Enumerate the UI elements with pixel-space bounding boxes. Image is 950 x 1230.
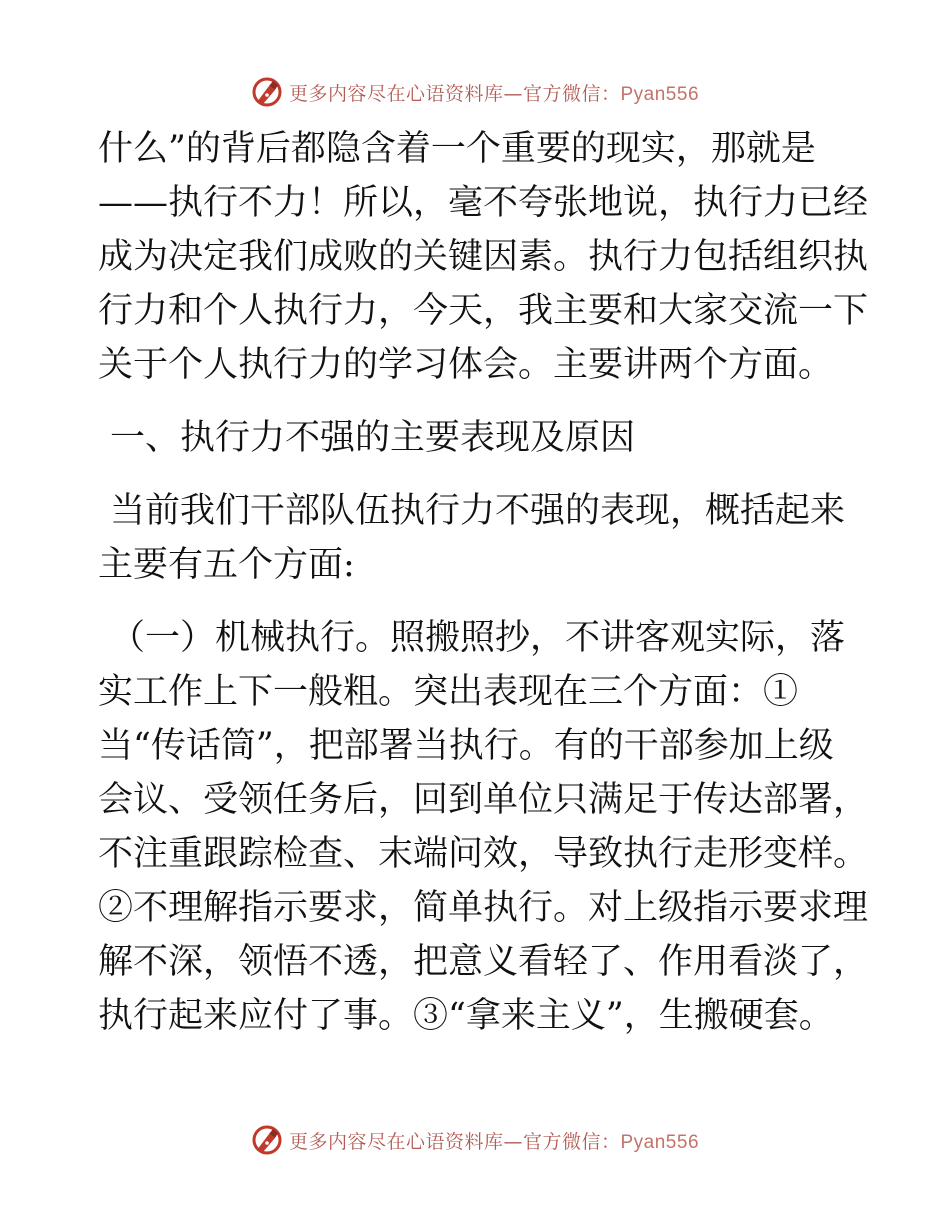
text-line: 实工作上下一般粗。突出表现在三个方面：① <box>98 672 799 712</box>
text-line: ——执行不力！所以，毫不夸张地说，执行力已经 <box>98 183 869 223</box>
footer-banner-label: 更多内容尽在心语资料库—官方微信： <box>288 1130 621 1153</box>
pen-nib-logo-icon <box>251 76 283 108</box>
section-heading: 一、执行力不强的主要表现及原因 <box>110 418 636 458</box>
text-line: 成为决定我们成败的关键因素。执行力包括组织执 <box>98 237 869 277</box>
text-line: 会议、受领任务后，回到单位只满足于传达部署， <box>98 780 869 820</box>
paragraph-gap <box>98 592 858 611</box>
document-body <box>98 122 869 1043</box>
text-line: 主要有五个方面: <box>98 545 355 585</box>
paragraph-gap <box>98 392 858 411</box>
text-line: 当前我们干部队伍执行力不强的表现，概括起来 <box>110 491 846 531</box>
text-line: 解不深，领悟不透，把意义看轻了、作用看淡了， <box>98 942 869 982</box>
header-banner <box>0 72 950 112</box>
text-line: 关于个人执行力的学习体会。主要讲两个方面。 <box>98 345 834 385</box>
footer-banner-text <box>289 1127 699 1154</box>
header-banner-text <box>289 79 699 106</box>
text-line: 执行起来应付了事。③“拿来主义”，生搬硬套。 <box>98 996 834 1036</box>
text-line: 什么”的背后都隐含着一个重要的现实，那就是 <box>98 129 816 169</box>
footer-banner-handle: Pyan556 <box>620 1131 700 1153</box>
text-line: 当“传话筒”，把部署当执行。有的干部参加上级 <box>98 726 834 766</box>
footer-banner <box>0 1120 950 1160</box>
text-line: ②不理解指示要求，简单执行。对上级指示要求理 <box>98 888 869 928</box>
text-line: （一）机械执行。照搬照抄，不讲客观实际，落 <box>110 618 846 658</box>
text-line: 行力和个人执行力，今天，我主要和大家交流一下 <box>98 291 869 331</box>
text-line: 不注重跟踪检查、末端问效，导致执行走形变样。 <box>98 834 869 874</box>
paragraph-1 <box>98 122 869 392</box>
paragraph-3 <box>98 611 869 1043</box>
pen-nib-logo-icon <box>251 1124 283 1156</box>
paragraph-gap <box>98 465 858 484</box>
header-banner-label: 更多内容尽在心语资料库—官方微信： <box>288 82 621 105</box>
header-banner-handle: Pyan556 <box>620 83 700 105</box>
paragraph-2 <box>98 484 858 592</box>
